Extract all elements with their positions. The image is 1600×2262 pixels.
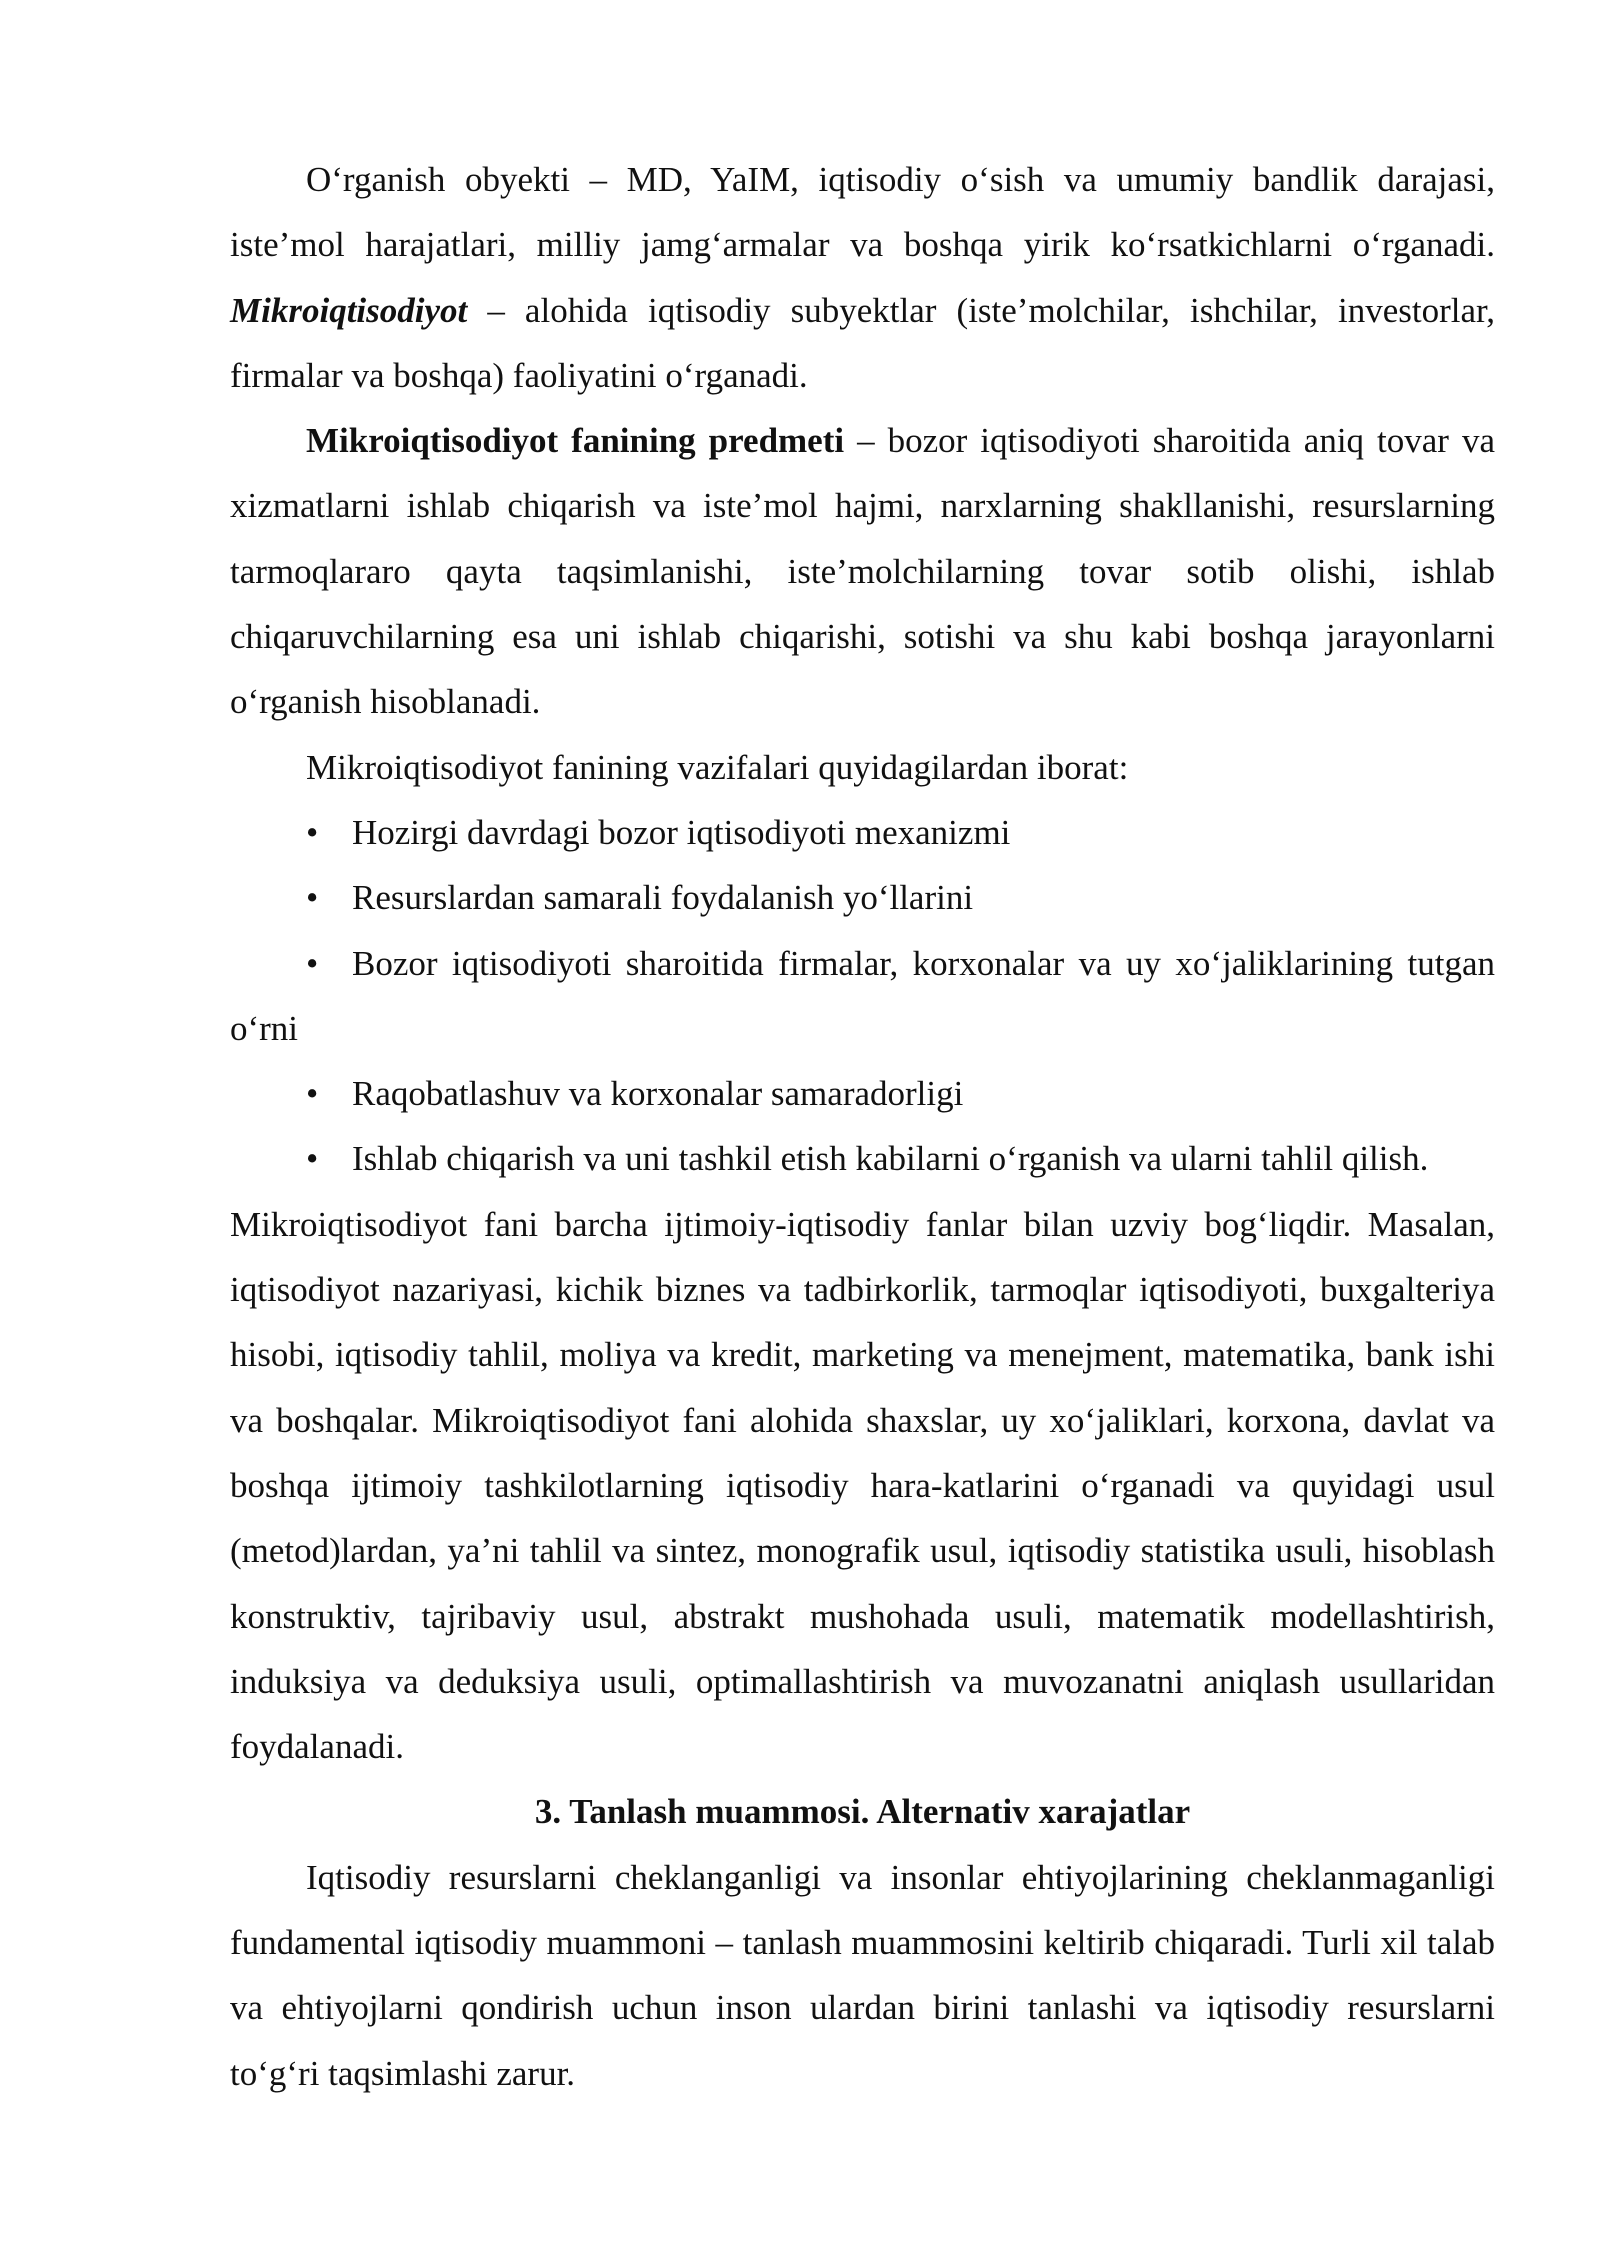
bullet-icon: • xyxy=(306,943,319,983)
list-item xyxy=(230,1061,1495,1126)
list-item xyxy=(230,865,1495,930)
paragraph-subject xyxy=(230,408,1495,734)
term-subject: Mikroiqtisodiyot fanining predmeti xyxy=(306,421,845,461)
bullet-icon: • xyxy=(306,1074,319,1114)
paragraph-related-sciences: Mikroiqtisodiyot fani barcha ijtimoiy-iqtisodiy fanlar bilan uzviy bog‘liqdir. Masalan, iqtisodiyot nazariyasi, kichik biznes va tadbirkorlik, tarmoqlar iqtisodiyoti, buxgalteriya hisobi, iqtisodiy tahlil, moliya va kredit, marketing va menejment, matematika, bank ishi va boshqalar. Mikroiqtisodiyot fani alohida shaxslar, uy xo‘jaliklari, korxona, davlat va boshqa ijtimoiy tashkilotlarning iqtisodiy hara-katlarini o‘rganadi va quyidagi usul (metod)lardan, ya’ni tahlil va sintez, monografik usul, iqtisodiy statistika usuli, hisoblash konstruktiv, tajribaviy usul, abstrakt mushohada usuli, matematik modellashtirish, induksiya va deduksiya usuli, optimallashtirish va muvozanatni aniqlash usullaridan foydalanadi. xyxy=(230,1204,1495,1767)
list-item xyxy=(230,1126,1495,1191)
paragraph-text: – alohida iqtisodiy subyektlar (iste’molchilar, ishchilar, investorlar, firmalar va boshqa) faoliyatini o‘rganadi. xyxy=(230,290,1495,395)
document-body xyxy=(230,147,1495,2106)
list-item-text: Raqobatlashuv va korxonalar samaradorligi xyxy=(352,1074,964,1114)
list-item xyxy=(230,800,1495,865)
bullet-icon: • xyxy=(306,1139,319,1179)
term-microeconomics: Mikroiqtisodiyot xyxy=(230,290,468,330)
list-item xyxy=(230,931,1495,1062)
list-item-text: Hozirgi davrdagi bozor iqtisodiyoti mexanizmi xyxy=(352,812,1011,852)
paragraph-text: – bozor iqtisodiyoti sharoitida aniq tovar va xizmatlarni ishlab chiqarish va iste’mol hajmi, narxlarning shakllanishi, resurslarning tarmoqlararo qayta taqsimlanishi, iste’molchilarning tovar sotib olishi, ishlab chiqaruvchilarning esa uni ishlab chiqarishi, sotishi va shu kabi boshqa jarayonlarni o‘rganish hisoblanadi. xyxy=(230,421,1495,722)
paragraph-object-of-study xyxy=(230,147,1495,408)
paragraph-choice-problem: Iqtisodiy resurslarni cheklanganligi va insonlar ehtiyojlarining cheklanmaganligi fundamental iqtisodiy muammoni – tanlash muammosini keltirib chiqaradi. Turli xil talab va ehtiyojlarni qondirish uchun inson ulardan birini tanlashi va iqtisodiy resurslarni to‘g‘ri taqsimlashi zarur. xyxy=(230,1857,1495,2093)
paragraph-text: O‘rganish obyekti – MD, YaIM, iqtisodiy o‘sish va umumiy bandlik darajasi, iste’mol harajatlari, milliy jamg‘armalar va boshqa yirik ko‘rsatkichlarni o‘rganadi. xyxy=(230,160,1495,265)
paragraph-tasks-intro: Mikroiqtisodiyot fanining vazifalari quyidagilardan iborat: xyxy=(306,747,1129,787)
bullet-icon: • xyxy=(306,812,319,852)
bullet-icon: • xyxy=(306,878,319,918)
section-heading: 3. Tanlash muammosi. Alternativ xarajatlar xyxy=(534,1792,1191,1832)
list-item-text: Resurslardan samarali foydalanish yo‘llarini xyxy=(352,878,974,918)
list-item-text: Bozor iqtisodiyoti sharoitida firmalar, korxonalar va uy xo‘jaliklarining tutgan o‘rni xyxy=(230,943,1495,1048)
list-item-text: Ishlab chiqarish va uni tashkil etish kabilarni o‘rganish va ularni tahlil qilish. xyxy=(352,1139,1429,1179)
